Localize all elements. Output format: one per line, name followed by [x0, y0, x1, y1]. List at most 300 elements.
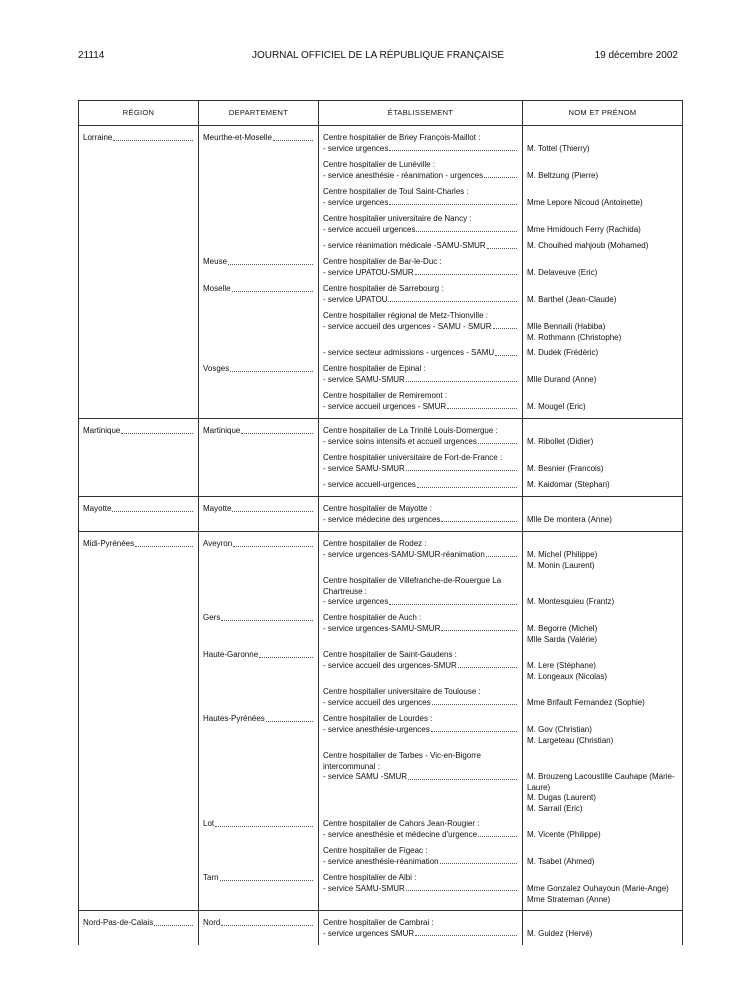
names-entry [527, 504, 678, 526]
establishment-entry [323, 284, 518, 306]
table-row [79, 911, 683, 946]
region-label [83, 133, 194, 144]
person-name: Mme Strateman (Anne) [527, 894, 611, 904]
departement-entry [203, 133, 314, 155]
establishment-name: Centre hospitalier de Saint-Gaudens : [323, 650, 457, 659]
establishment-name: Centre hospitalier de Remiremont : [323, 391, 448, 400]
departement-label [203, 133, 314, 144]
establishment-entry [323, 257, 518, 279]
service-name-text: - service accueil urgences - SMUR [323, 401, 447, 411]
service-name [323, 402, 518, 413]
region-label [83, 426, 194, 437]
dot-leader [484, 171, 517, 179]
departement-entry [203, 391, 314, 413]
departement-label [203, 714, 314, 725]
service-name-text: - service urgences [323, 597, 389, 606]
region-label [83, 504, 194, 515]
region-cell [79, 532, 199, 911]
person-name: M. Begorre (Michel) [527, 624, 598, 633]
service-name-text: - service anesthésie et médecine d'urgence [323, 829, 478, 839]
departement-entry [203, 348, 314, 359]
person-name: M. Guidez (Hervé) [527, 929, 593, 938]
table-row [79, 532, 683, 911]
dot-leader [478, 437, 517, 445]
region-cell [79, 497, 199, 532]
names-entry [527, 257, 678, 279]
names-entry [527, 426, 678, 448]
departement-entry [203, 751, 314, 814]
names-entry [527, 714, 678, 746]
journal-title: JOURNAL OFFICIEL DE LA RÉPUBLIQUE FRANÇAISE [251, 50, 505, 61]
departement-label-text: Meuse [203, 257, 228, 266]
region-label [83, 539, 194, 550]
person-name: M. Barthel (Jean-Claude) [527, 295, 617, 304]
dot-leader [440, 857, 517, 865]
establishment-entry [323, 241, 518, 252]
dot-leader [215, 819, 313, 827]
establishment-name: Centre hospitalier de Auch : [323, 613, 422, 622]
dot-leader [441, 515, 517, 523]
departement-label [203, 284, 314, 295]
person-name: M. Longeaux (Nicolas) [527, 671, 608, 681]
service-name-text: - service UPATOU [323, 294, 388, 304]
establishment-name: Centre hospitalier de Tarbes - Vic-en-Bigorre intercommunal : [323, 751, 482, 771]
departement-entry [203, 714, 314, 746]
establishment-entry [323, 133, 518, 155]
service-name [323, 480, 518, 491]
service-name [323, 268, 518, 279]
names-entry [527, 160, 678, 182]
dot-leader [221, 613, 313, 621]
service-name-text: - service accueil des urgences - SAMU - SMUR [323, 321, 492, 331]
column-header-etablissement: ÉTABLISSEMENT [319, 101, 523, 126]
service-name-text: - service accueil-urgences [323, 480, 416, 489]
departement-cell [199, 419, 319, 497]
establishment-name: Centre hospitalier de Mayotte : [323, 504, 432, 513]
names-entry [527, 187, 678, 209]
etablissement-cell [319, 126, 523, 419]
person-name: M. Montesquieu (Frantz) [527, 597, 615, 606]
departement-entry [203, 284, 314, 306]
departement-entry [203, 453, 314, 475]
establishment-entry [323, 846, 518, 868]
page-header [78, 50, 678, 64]
establishment-name: Centre hospitalier de Cambrai : [323, 918, 434, 927]
person-name: M. Lere (Stéphane) [527, 661, 596, 670]
names-entry [527, 214, 678, 236]
departement-entry [203, 160, 314, 182]
departement-entry [203, 576, 314, 608]
names-entry [527, 348, 678, 359]
establishment-entry [323, 348, 518, 359]
service-name [323, 375, 518, 386]
dot-leader [447, 402, 517, 410]
dot-leader [458, 661, 517, 669]
table-row [79, 126, 683, 419]
person-name: Mlle Durand (Anne) [527, 375, 597, 384]
names-entry [527, 480, 678, 491]
establishment-name: Centre hospitalier de Cahors Jean-Rougier : [323, 819, 480, 828]
person-name: M. Monin (Laurent) [527, 560, 595, 570]
service-name [323, 550, 518, 561]
person-name: Mlle Sarda (Valérie) [527, 634, 598, 644]
service-name [323, 322, 518, 333]
service-name-text: - service anesthésie - réanimation - urgences [323, 170, 484, 180]
person-name: M. Beltzung (Pierre) [527, 171, 599, 180]
names-entry [527, 539, 678, 571]
service-name-text: - service réanimation médicale -SAMU-SMUR [323, 241, 486, 250]
dot-leader [416, 225, 517, 233]
departement-label [203, 918, 314, 929]
service-name-text: - service SAMU-SMUR [323, 463, 405, 473]
service-name [323, 830, 518, 841]
establishment-name: Centre hospitalier de Lourdes : [323, 714, 433, 723]
dot-leader [220, 873, 313, 881]
establishment-name: Centre hospitalier de Toul Saint-Charles : [323, 187, 469, 196]
dot-leader [241, 426, 313, 434]
establishment-name: Centre hospitalier de Rodez : [323, 539, 427, 548]
dot-leader [432, 698, 517, 706]
departement-label-text: Martinique [203, 426, 241, 435]
departement-entry [203, 504, 314, 526]
establishment-name: Centre hospitalier de Figeac : [323, 846, 428, 855]
nom-cell [523, 497, 683, 532]
establishment-entry [323, 187, 518, 209]
departement-entry [203, 873, 314, 905]
departement-cell [199, 126, 319, 419]
person-name: Mme Lepore Nicoud (Antoinette) [527, 198, 643, 207]
etablissement-cell [319, 532, 523, 911]
dot-leader [408, 772, 517, 780]
departement-entry [203, 426, 314, 448]
departement-cell [199, 911, 319, 946]
dot-leader [406, 884, 517, 892]
names-entry [527, 241, 678, 252]
service-name [323, 698, 518, 709]
person-name: M. Sarrail (Eric) [527, 803, 583, 813]
departement-label [203, 426, 314, 437]
departement-label-text: Tarn [203, 873, 219, 882]
dot-leader [228, 257, 313, 265]
establishment-name: Centre hospitalier de Briey François-Maillot : [323, 133, 481, 142]
service-name-text: - service anesthésie-réanimation [323, 856, 439, 866]
dot-leader [232, 284, 313, 292]
dot-leader [486, 550, 517, 558]
person-name: M. Largeteau (Christian) [527, 735, 614, 745]
establishment-name: Centre hospitalier de Sarrebourg : [323, 284, 444, 293]
names-entry [527, 873, 678, 905]
establishment-name: Centre hospitalier de Lunéville : [323, 160, 436, 169]
dot-leader [415, 929, 517, 937]
person-name: Mlle Bennaili (Habiba) [527, 322, 606, 331]
service-name-text: - service secteur admissions - urgences - SAMU [323, 348, 495, 357]
establishment-name: Centre hospitalier universitaire de Toulouse : [323, 687, 481, 696]
establishment-entry [323, 214, 518, 236]
names-entry [527, 133, 678, 155]
nom-cell [523, 126, 683, 419]
person-name: M. Rothmann (Christophe) [527, 332, 622, 342]
dot-leader [230, 364, 313, 372]
dot-leader [388, 295, 517, 303]
person-name: Mlle De montera (Anne) [527, 515, 612, 524]
names-entry [527, 918, 678, 940]
person-name: M. Dugas (Laurent) [527, 793, 596, 802]
names-entry [527, 613, 678, 645]
departement-entry [203, 918, 314, 940]
departement-label-text: Moselle [203, 284, 231, 293]
departement-label-text: Gers [203, 613, 221, 622]
establishment-entry [323, 650, 518, 682]
region-label-text: Lorraine [83, 133, 113, 142]
departement-entry [203, 539, 314, 571]
establishment-entry [323, 504, 518, 526]
departement-entry [203, 846, 314, 868]
person-name: M. Tsabet (Ahmed) [527, 857, 595, 866]
dot-leader [495, 348, 517, 356]
service-name [323, 661, 518, 672]
service-name-text: - service anesthésie-urgences [323, 724, 430, 734]
dot-leader [221, 918, 313, 926]
dot-leader [266, 714, 313, 722]
service-name-text: - service SAMU-SMUR [323, 374, 405, 384]
establishment-entry [323, 453, 518, 475]
person-name: M. Ribollet (Didier) [527, 437, 594, 446]
service-name [323, 772, 518, 783]
page-number: 21114 [78, 50, 105, 61]
departement-label [203, 257, 314, 268]
names-entry [527, 650, 678, 682]
departement-entry [203, 257, 314, 279]
departement-entry [203, 214, 314, 236]
departement-label-text: Mayotte [203, 504, 232, 513]
establishment-entry [323, 364, 518, 386]
publication-date: 19 décembre 2002 [594, 50, 678, 61]
service-name [323, 515, 518, 526]
person-name: M. Michel (Philippe) [527, 550, 598, 559]
establishment-name: Centre hospitalier de Villefranche-de-Rouergue La Chartreuse : [323, 576, 502, 596]
departement-label-text: Vosges [203, 364, 230, 373]
departement-label-text: Meurthe-et-Moselle [203, 133, 272, 142]
table-header-row [79, 101, 683, 126]
service-name [323, 171, 518, 182]
service-name-text: - service SAMU -SMUR [323, 772, 408, 781]
establishment-entry [323, 160, 518, 182]
departement-label [203, 504, 314, 515]
departement-label-text: Nord [203, 918, 221, 927]
establishment-entry [323, 426, 518, 448]
dot-leader [431, 725, 517, 733]
table-row [79, 419, 683, 497]
departement-label [203, 539, 314, 550]
dot-leader [112, 504, 193, 512]
nom-cell [523, 419, 683, 497]
person-name: M. Kaidomar (Stephan) [527, 480, 610, 489]
establishment-entry [323, 819, 518, 841]
names-entry [527, 391, 678, 413]
service-name [323, 597, 518, 608]
dot-leader [121, 426, 193, 434]
establishment-entry [323, 480, 518, 491]
region-label-text: Midi-Pyrénées [83, 539, 135, 548]
service-name [323, 464, 518, 475]
establishment-entry [323, 918, 518, 940]
service-name-text: - service soins intensifs et accueil urgences [323, 436, 477, 446]
names-entry [527, 364, 678, 386]
service-name [323, 884, 518, 895]
service-name-text: - service accueil des urgences-SMUR [323, 660, 457, 670]
departement-label [203, 364, 314, 375]
dot-leader [478, 830, 517, 838]
service-name-text: - service médecine des urgences [323, 514, 441, 524]
dot-leader [493, 322, 518, 330]
person-name: M. Delaveuve (Eric) [527, 268, 598, 277]
establishment-name: Centre hospitalier universitaire de Nancy : [323, 214, 472, 223]
service-name [323, 348, 518, 359]
establishment-entry [323, 751, 518, 814]
dot-leader [273, 133, 313, 141]
service-name [323, 295, 518, 306]
etablissement-cell [319, 497, 523, 532]
dot-leader [113, 133, 193, 141]
service-name-text: - service SAMU-SMUR [323, 883, 405, 893]
table-row [79, 497, 683, 532]
establishment-entry [323, 687, 518, 709]
establishment-entry [323, 714, 518, 746]
region-cell [79, 126, 199, 419]
establishment-entry [323, 539, 518, 571]
departement-entry [203, 241, 314, 252]
region-label [83, 918, 194, 929]
person-name: M. Mougel (Eric) [527, 402, 586, 411]
departement-label [203, 819, 314, 830]
region-label-text: Mayotte [83, 504, 112, 513]
dot-leader [487, 241, 517, 249]
departement-entry [203, 311, 314, 343]
appointments-table [78, 100, 683, 945]
person-name: M. Besnier (Francois) [527, 464, 604, 473]
dot-leader [389, 597, 517, 605]
column-header-nom-prenom: NOM ET PRÉNOM [523, 101, 683, 126]
region-cell [79, 911, 199, 946]
service-name [323, 857, 518, 868]
departement-label [203, 613, 314, 624]
service-name [323, 225, 518, 236]
dot-leader [232, 504, 313, 512]
nom-cell [523, 911, 683, 946]
dot-leader [406, 375, 517, 383]
dot-leader [417, 480, 517, 488]
departement-label-text: Hautes-Pyrénées [203, 714, 265, 723]
service-name-text: - service urgences-SAMU-SMUR-réanimation [323, 549, 485, 559]
person-name: Mme Gonzalez Ouhayoun (Marie-Ange) [527, 884, 669, 893]
names-entry [527, 311, 678, 343]
establishment-name: Centre hospitalier de Epinal : [323, 364, 426, 373]
names-entry [527, 284, 678, 306]
dot-leader [406, 464, 517, 472]
person-name: M. Chouihed mahjoub (Mohamed) [527, 241, 649, 250]
person-name: M. Gov (Christian) [527, 725, 592, 734]
service-name-text: - service urgences-SAMU-SMUR [323, 623, 441, 633]
departement-entry [203, 613, 314, 645]
establishment-name: Centre hospitalier de La Trinité Louis-Domergue : [323, 426, 498, 435]
column-header-departement: DEPARTEMENT [199, 101, 319, 126]
establishment-entry [323, 391, 518, 413]
dot-leader [389, 144, 517, 152]
departement-entry [203, 480, 314, 491]
service-name-text: - service urgences SMUR [323, 928, 415, 938]
service-name-text: - service urgences [323, 197, 389, 207]
table-body [79, 126, 683, 946]
region-label-text: Martinique [83, 426, 121, 435]
region-cell [79, 419, 199, 497]
establishment-entry [323, 873, 518, 905]
departement-entry [203, 819, 314, 841]
departement-label [203, 650, 314, 661]
service-name-text: - service urgences [323, 143, 389, 153]
departement-label-text: Haute-Garonne [203, 650, 259, 659]
service-name [323, 929, 518, 940]
establishment-name: Centre hospitalier de Albi : [323, 873, 417, 882]
dot-leader [233, 539, 313, 547]
establishment-entry [323, 311, 518, 343]
departement-label-text: Lot [203, 819, 215, 828]
departement-label-text: Aveyron [203, 539, 233, 548]
departement-cell [199, 497, 319, 532]
service-name-text: - service accueil des urgences [323, 697, 431, 707]
region-label-text: Nord-Pas-de-Calais [83, 918, 154, 927]
names-entry [527, 846, 678, 868]
person-name: M. Dudek (Frédéric) [527, 348, 599, 357]
names-entry [527, 751, 678, 814]
service-name [323, 198, 518, 209]
column-header-region: RÉGION [79, 101, 199, 126]
establishment-name: Centre hospitalier universitaire de Fort-de-France : [323, 453, 503, 462]
dot-leader [415, 268, 517, 276]
departement-label [203, 873, 314, 884]
dot-leader [135, 539, 193, 547]
departement-entry [203, 650, 314, 682]
service-name [323, 144, 518, 155]
establishment-name: Centre hospitalier régional de Metz-Thionville : [323, 311, 488, 320]
etablissement-cell [319, 419, 523, 497]
service-name [323, 725, 518, 736]
person-name: M. Tottel (Thierry) [527, 144, 590, 153]
establishment-name: Centre hospitalier de Bar-le-Duc : [323, 257, 442, 266]
departement-entry [203, 364, 314, 386]
service-name [323, 437, 518, 448]
names-entry [527, 576, 678, 608]
service-name-text: - service accueil urgences [323, 224, 416, 234]
dot-leader [441, 624, 517, 632]
departement-entry [203, 187, 314, 209]
etablissement-cell [319, 911, 523, 946]
dot-leader [259, 650, 313, 658]
service-name [323, 624, 518, 635]
person-name: Mme Hmidouch Ferry (Rachida) [527, 225, 641, 234]
departement-entry [203, 687, 314, 709]
names-entry [527, 819, 678, 841]
person-name: M. Vicente (Philippe) [527, 830, 601, 839]
person-name: Mme Brifault Fernandez (Sophie) [527, 698, 645, 707]
establishment-entry [323, 576, 518, 608]
person-name: M. Brouzeng Lacoustille Cauhape (Marie-Laure) [527, 772, 675, 792]
dot-leader [389, 198, 517, 206]
names-entry [527, 453, 678, 475]
establishment-entry [323, 613, 518, 645]
nom-cell [523, 532, 683, 911]
departement-cell [199, 532, 319, 911]
dot-leader [154, 918, 193, 926]
